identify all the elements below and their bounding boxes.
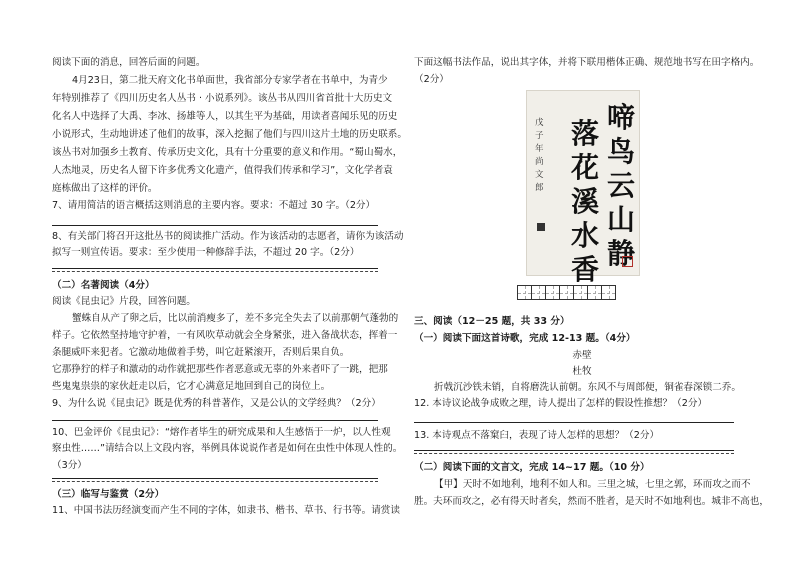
question-10-line: （3分）: [52, 460, 87, 471]
calligraphy-line-upper: 啼 鸟 云 山 静: [607, 101, 636, 270]
calligraphy-signature: 戊子年尚文郎: [535, 118, 544, 193]
question-11: 11、中国书法历经演变而产生不同的字体，如隶书、楷书、草书、行书等。请赏读: [52, 505, 400, 516]
question-13: 13. 本诗观点不落窠臼，表现了诗人怎样的思想？（2分）: [414, 430, 660, 441]
divider: [52, 271, 378, 272]
excerpt-line: 蟹蛛自从产了卵之后，比以前消瘦多了，差不多完全失去了以前那朝气蓬勃的: [72, 313, 399, 324]
calligraphy-line-lower: 落 花 溪 水 香: [571, 117, 600, 286]
tianzige-cell[interactable]: [518, 286, 532, 299]
classical-text-line: 胜。夫环而攻之，必有得天时者矣，然而不胜者，是天时不如地利也。城非不高也，: [414, 496, 769, 507]
question-10-line: 10、巴金评价《昆虫记》：“熔作者毕生的研究成果和人生感悟于一炉，以人性观: [52, 427, 391, 438]
news-line: 化名人中选择了大禹、李冰、扬雄等人，以其生平为基础，用读者喜闻乐见的历史: [52, 111, 398, 122]
stamp-icon: [622, 256, 633, 267]
section-title: （三）临写与鉴赏（2分）: [52, 489, 165, 500]
divider: [52, 481, 378, 482]
classical-text-line: 【甲】天时不如地利，地利不如人和。三里之城，七里之郭，环而攻之而不: [434, 479, 751, 490]
news-line: 庭栋做出了这样的评价。: [52, 183, 158, 194]
tianzige-cell[interactable]: [588, 286, 602, 299]
question-11-score: （2分）: [414, 74, 449, 85]
question-9: 9、为什么说《昆虫记》既是优秀的科普著作，又是公认的文学经典？（2分）: [52, 398, 381, 409]
tianzige-cell[interactable]: [560, 286, 574, 299]
part-three-title: 三、阅读（12－25 题，共 33 分）: [414, 316, 570, 327]
answer-line[interactable]: [52, 225, 378, 226]
answer-line[interactable]: [52, 478, 378, 479]
question-8-line: 8、有关部门将召开这批丛书的阅读推广活动。作为该活动的志愿者，请你为该活动: [52, 231, 404, 242]
poem-title: 赤壁: [572, 350, 592, 361]
tianzige-cell[interactable]: [532, 286, 546, 299]
seal-icon: [537, 223, 545, 231]
section-title: （二）名著阅读（4分）: [52, 280, 155, 291]
answer-line[interactable]: [414, 422, 734, 423]
news-line: 年特别推荐了《四川历史名人丛书 · 小说系列》。该丛书从四川省首批十大历史文: [52, 93, 393, 104]
poem-body: 折戟沉沙铁未销，自将磨洗认前朝。东风不与周郎便，铜雀春深锁二乔。: [434, 382, 741, 393]
section-title: （二）阅读下面的文言文，完成 14~17 题。（10 分）: [414, 462, 650, 473]
tianzige-cell[interactable]: [574, 286, 588, 299]
excerpt-line: 它那狰狞的样子和激动的动作就把那些作者恶意或无辜的外来者吓了一跳，把那: [52, 364, 388, 375]
section-intro: 阅读《昆虫记》片段，回答问题。: [52, 296, 196, 307]
question-11-continued: 下面这幅书法作品，说出其字体，并将下联用楷体正确、规范地书写在田字格内。: [414, 57, 760, 68]
divider: [414, 453, 734, 454]
tianzige-writing-grid[interactable]: [517, 285, 616, 300]
answer-line[interactable]: [414, 450, 734, 451]
question-10-line: 察虫性……”请结合以上文段内容，举例具体说说作者是如何在虫性中体现人性的。: [52, 443, 403, 454]
question-8-line: 拟写一则宣传语。要求：至少使用一种修辞手法，不超过 20 字。（2分）: [52, 247, 360, 258]
reading-intro: 阅读下面的消息，回答后面的问题。: [52, 57, 206, 68]
news-line: 人杰地灵，历史名人留下许多优秀文化遗产，值得我们传承和学习”，文化学者袁: [52, 165, 393, 176]
excerpt-line: 些鬼鬼祟祟的家伙赶走以后，它才心满意足地回到自己的岗位上。: [52, 381, 331, 392]
question-7: 7、请用简洁的语言概括这则消息的主要内容。要求：不超过 30 字。（2分）: [52, 200, 376, 211]
question-12: 12. 本诗议论战争成败之理，诗人提出了怎样的假设性推想？（2分）: [414, 398, 708, 409]
news-line: 小说形式，生动地讲述了他们的故事，深入挖掘了他们与四川这片土地的历史联系。: [52, 129, 407, 140]
tianzige-cell[interactable]: [602, 286, 615, 299]
news-line: 4月23日，第二批天府文化书单面世，我省部分专家学者在书单中，为青少: [72, 75, 388, 86]
answer-line[interactable]: [52, 420, 378, 421]
news-line: 该丛书对加强乡土教育、传承历史文化，具有十分重要的意义和作用。“蜀山蜀水，: [52, 147, 403, 158]
section-title: （一）阅读下面这首诗歌，完成 12-13 题。（4分）: [414, 333, 636, 344]
excerpt-line: 样子。它依然坚持地守护着，一有风吹草动就会全身紧张，进入备战状态，挥着一: [52, 330, 398, 341]
poem-author: 杜牧: [572, 366, 592, 377]
answer-line[interactable]: [52, 268, 378, 269]
tianzige-cell[interactable]: [546, 286, 560, 299]
excerpt-line: 条腿威吓来犯者。它激动地做着手势，叫它赶紧滚开，否则后果自负。: [52, 347, 350, 358]
calligraphy-artwork: [526, 90, 640, 286]
